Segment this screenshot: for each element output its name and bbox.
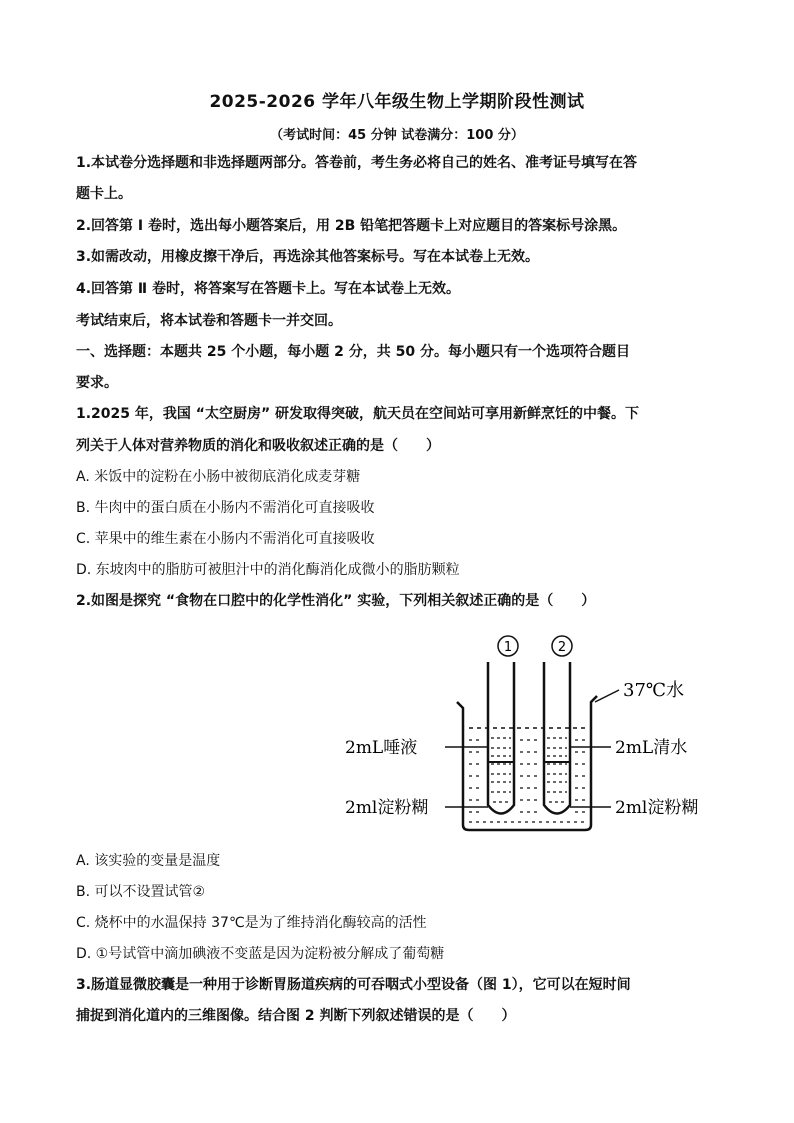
q1-stem-line2: 列关于人体对营养物质的消化和吸收叙述正确的是（ ） [76, 438, 440, 454]
section-heading: 一、选择题：本题共 25 个小题，每小题 2 分，共 50 分。每小题只有一个选项符合题目 [76, 344, 630, 360]
water-label: 37℃水 [623, 680, 685, 701]
tube-2-liquid [547, 738, 567, 802]
q3-stem-line2: 捕捉到消化道内的三维图像。结合图 2 判断下列叙述错误的是（ ） [76, 1008, 516, 1024]
q1-option-c: C. 苹果中的维生素在小肠内不需消化可直接吸收 [76, 531, 375, 547]
tube-1-label: 1 [503, 640, 513, 655]
q2-option-d: D. ①号试管中滴加碘液不变蓝是因为淀粉被分解成了葡萄糖 [76, 946, 445, 962]
water-leader [595, 690, 619, 702]
q3-stem-line1: 3.肠道显微胶囊是一种用于诊断胃肠道疾病的可吞咽式小型设备（图 1），它可以在短时间 [76, 977, 631, 993]
instruction-4: 4.回答第 Ⅱ 卷时，将答案写在答题卡上。写在本试卷上无效。 [76, 281, 461, 297]
q1-option-b: B. 牛肉中的蛋白质在小肠内不需消化可直接吸收 [76, 500, 375, 516]
q2-option-b: B. 可以不设置试管② [76, 884, 206, 900]
beaker-outline [457, 696, 597, 830]
instruction-5: 考试结束后，将本试卷和答题卡一并交回。 [76, 313, 342, 329]
q1-option-d: D. 东坡肉中的脂肪可被胆汁中的消化酶消化成微小的脂肪颗粒 [76, 562, 460, 578]
instruction-1: 1.本试卷分选择题和非选择题两部分。答卷前，考生务必将自己的姓名、准考证号填写在答 [76, 155, 638, 171]
q2-option-a: A. 该实验的变量是温度 [76, 853, 221, 869]
q1-stem-line1: 1.2025 年，我国 “太空厨房” 研发取得突破，航天员在空间站可享用新鲜烹饪的中餐。下 [76, 406, 640, 422]
exam-subtitle: （考试时间：45 分钟 试卷满分：100 分） [270, 128, 524, 143]
saliva-experiment-figure [345, 630, 725, 840]
saliva-label: 2mL唾液 [345, 738, 418, 758]
water-fill [469, 740, 585, 822]
instruction-3: 3.如需改动，用橡皮擦干净后，再选涂其他答案标号。写在本试卷上无效。 [76, 249, 540, 265]
instruction-2: 2.回答第 Ⅰ 卷时，选出每小题答案后，用 2B 铅笔把答题卡上对应题目的答案标号涂黑。 [76, 218, 627, 234]
starch-left-label: 2ml淀粉糊 [345, 798, 429, 818]
clear-water-label: 2mL清水 [615, 738, 688, 758]
exam-title: 2025-2026 学年八年级生物上学期阶段性测试 [209, 92, 585, 112]
tube-1-liquid [491, 738, 511, 802]
tube-2-label: 2 [557, 640, 567, 655]
q1-option-a: A. 米饭中的淀粉在小肠中被彻底消化成麦芽糖 [76, 469, 361, 485]
instruction-1-cont: 题卡上。 [76, 186, 132, 202]
section-heading-cont: 要求。 [76, 375, 118, 391]
q2-stem: 2.如图是探究 “食物在口腔中的化学性消化” 实验，下列相关叙述正确的是（ ） [76, 593, 596, 609]
starch-right-label: 2ml淀粉糊 [615, 798, 699, 818]
q2-option-c: C. 烧杯中的水温保持 37℃是为了维持消化酶较高的活性 [76, 915, 427, 931]
